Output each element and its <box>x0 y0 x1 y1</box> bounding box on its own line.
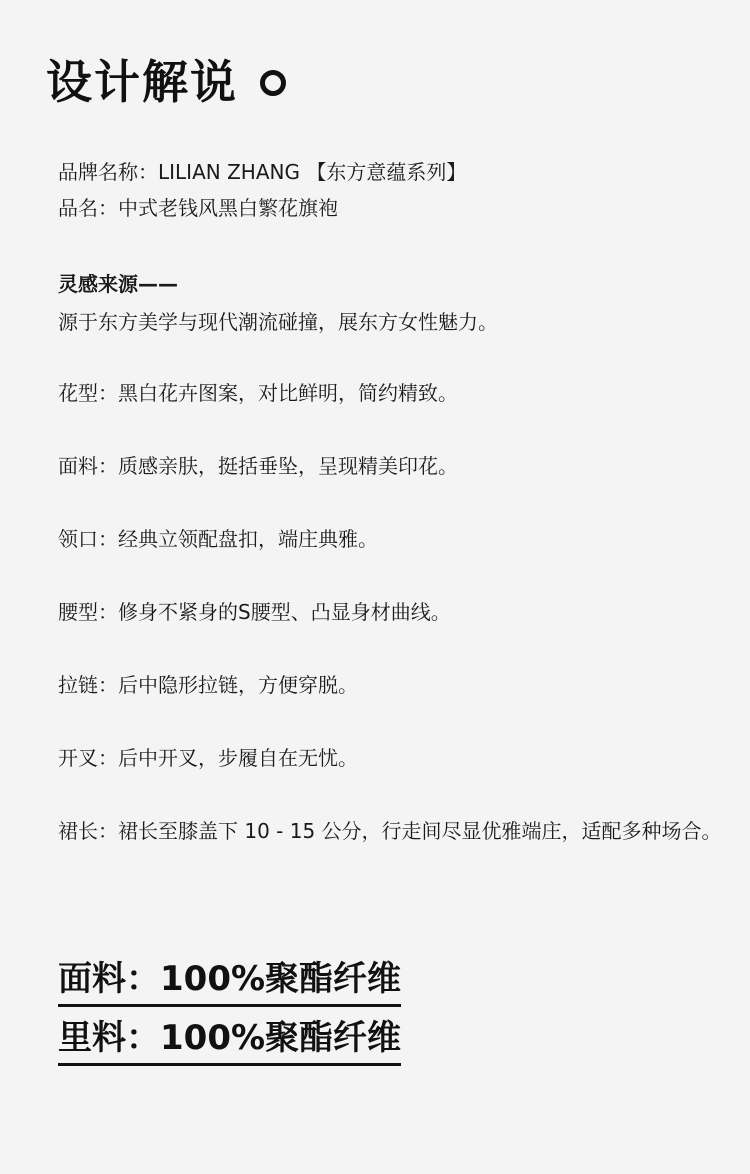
product-info <box>58 154 718 226</box>
materials-block <box>58 956 401 1074</box>
brand-line: 品牌名称：LILIAN ZHANG 【东方意蕴系列】 <box>58 160 467 184</box>
outer-material: 面料：100%聚酯纤维 <box>58 956 401 1007</box>
feature-pattern: 花型：黑白花卉图案，对比鲜明，简约精致。 <box>58 381 458 405</box>
product-name-line: 品名：中式老钱风黑白繁花旗袍 <box>58 196 338 220</box>
feature-zipper: 拉链：后中隐形拉链，方便穿脱。 <box>58 673 358 697</box>
page-title-text: 设计解说 <box>46 55 238 109</box>
feature-collar: 领口：经典立领配盘扣，端庄典雅。 <box>58 527 378 551</box>
page-title <box>46 50 286 114</box>
inspiration-text: 源于东方美学与现代潮流碰撞，展东方女性魅力。 <box>58 310 498 334</box>
feature-length: 裙长：裙长至膝盖下 10 - 15 公分，行走间尽显优雅端庄，适配多种场合。 <box>58 819 722 843</box>
ring-icon <box>260 70 286 96</box>
feature-list <box>58 375 726 886</box>
lining-material: 里料：100%聚酯纤维 <box>58 1015 401 1066</box>
feature-fabric: 面料：质感亲肤，挺括垂坠，呈现精美印花。 <box>58 454 458 478</box>
feature-slit: 开叉：后中开叉，步履自在无忧。 <box>58 746 358 770</box>
feature-waist: 腰型：修身不紧身的S腰型、凸显身材曲线。 <box>58 600 451 624</box>
inspiration-heading: 灵感来源—— <box>58 272 178 296</box>
